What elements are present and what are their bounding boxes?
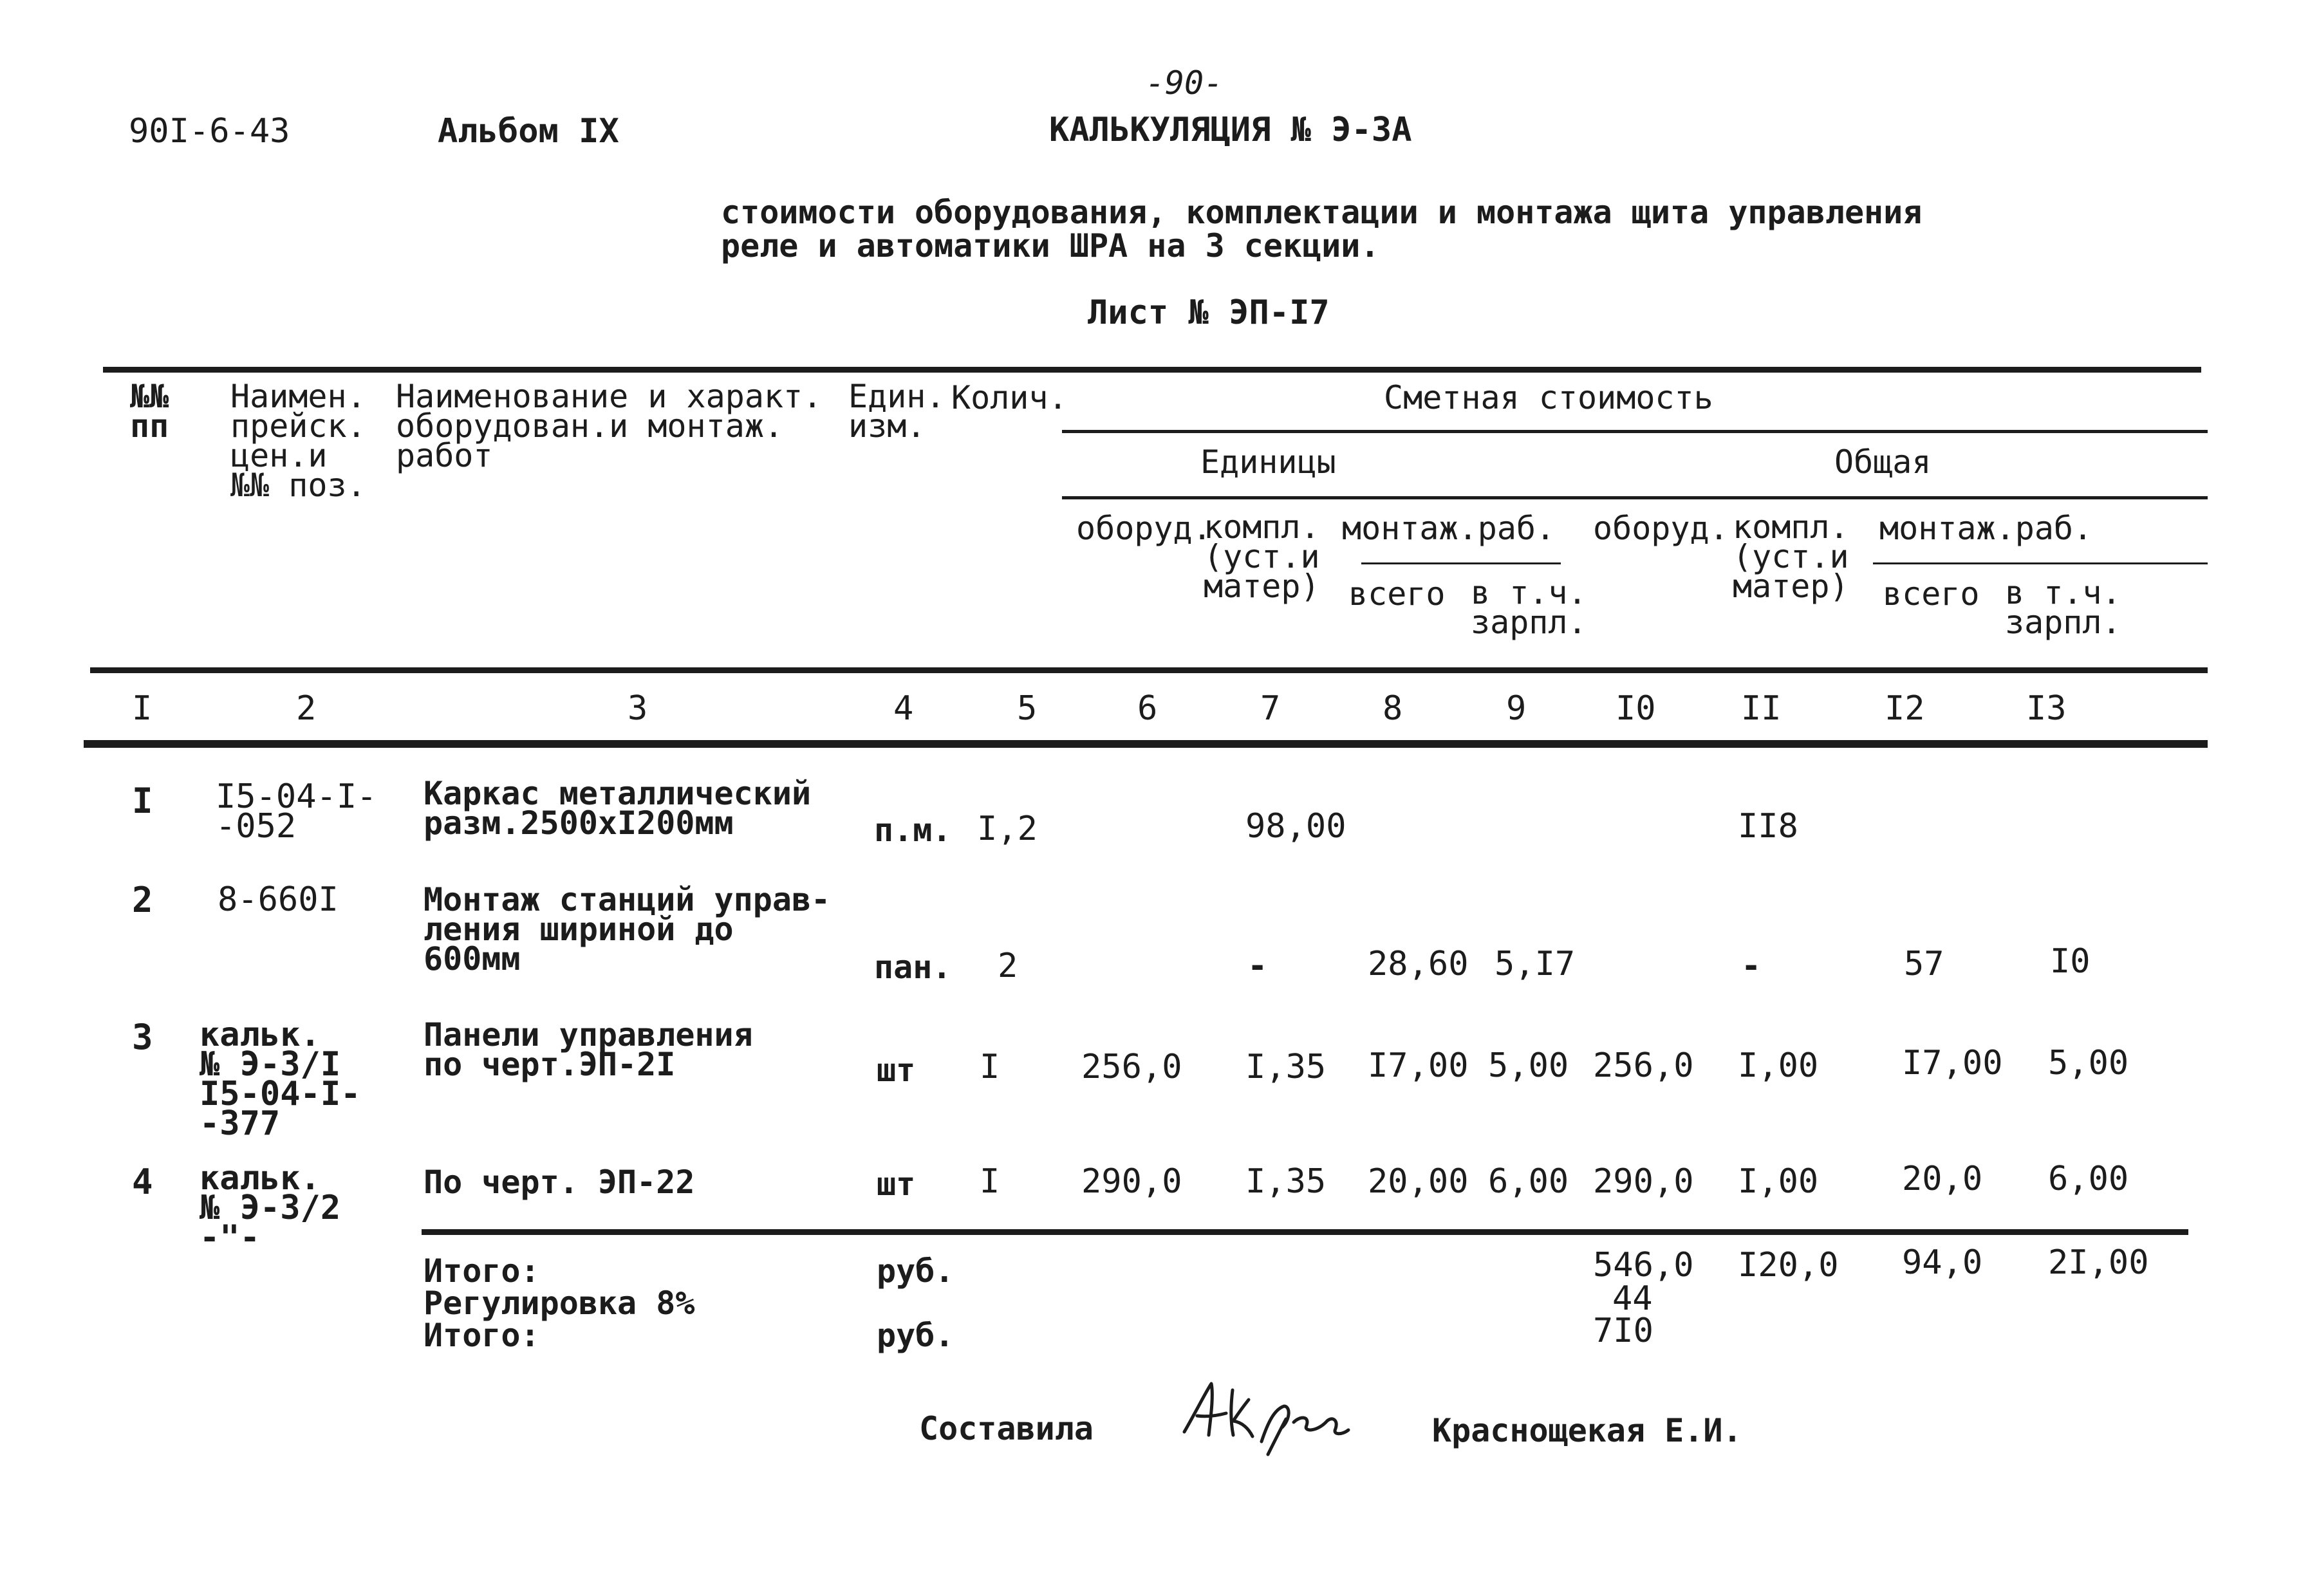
sub-equip-total: оборуд. [1593, 510, 1729, 547]
subtitle-line1: стоимости оборудования, комплектации и монтажа щита управления [721, 194, 1923, 231]
album-label: Альбом IX [438, 112, 619, 151]
sub-compl-total: компл. (уст.и матер) [1733, 508, 1849, 605]
row-c13: 5,00 [2048, 1044, 2129, 1082]
col-number: I [132, 689, 153, 728]
adjustment-c10: 44 [1612, 1279, 1653, 1318]
row-pricelist: 8-660I [218, 880, 339, 919]
row-c11: - [1741, 947, 1762, 985]
row-c12: 20,0 [1902, 1160, 1983, 1198]
row-c7: - [1247, 947, 1268, 985]
row-c12: I7,00 [1902, 1044, 2003, 1082]
row-c7: I,35 [1245, 1162, 1327, 1201]
row-unit: п.м. [874, 812, 952, 849]
sub-wage-unit: в т.ч. зарпл. [1471, 574, 1587, 641]
row-c8: 28,60 [1368, 945, 1469, 983]
total-c10: 546,0 [1593, 1246, 1694, 1285]
grand-total-unit: руб. [877, 1317, 955, 1354]
col-header-unit: Един. изм. [848, 378, 945, 445]
table-top-rule [103, 367, 2201, 373]
row-pricelist: I5-04-I- -052 [216, 777, 377, 846]
row-name: По черт. ЭП-22 [424, 1164, 695, 1201]
colnum-bottom-rule [84, 740, 2208, 748]
col-number: 7 [1260, 689, 1281, 728]
row-c9: 5,00 [1488, 1046, 1569, 1085]
total-label: Итого: [424, 1252, 540, 1290]
col-number: 5 [1017, 689, 1038, 728]
row-c9: 5,I7 [1495, 945, 1576, 983]
row-unit: шт [877, 1165, 916, 1203]
row-pricelist: кальк. № Э-3/2 -"- [200, 1159, 341, 1257]
totals-rule [422, 1229, 2188, 1235]
row-unit: шт [877, 1052, 916, 1089]
sub-mount-total: монтаж.раб. [1879, 510, 2093, 547]
col-number: 4 [893, 689, 914, 728]
unit-group-rule [1062, 496, 2208, 499]
row-c10: 256,0 [1593, 1046, 1694, 1085]
sheet-number: Лист № ЭП-I7 [1088, 293, 1330, 332]
col-number: 2 [296, 689, 317, 728]
col-number: II [1741, 689, 1782, 728]
row-pricelist: кальк. № Э-3/I I5-04-I- -377 [200, 1016, 361, 1143]
col-header-qty: Колич. [951, 379, 1068, 416]
estimate-rule [1062, 430, 2208, 433]
col-number: 6 [1137, 689, 1158, 728]
sub-equip-unit: оборуд. [1076, 510, 1212, 547]
row-c7: 98,00 [1245, 807, 1346, 846]
col-header-pricelist: Наимен. прейск. цен.и №№ поз. [230, 378, 366, 504]
row-c7: I,35 [1245, 1048, 1327, 1086]
mount-rule-unit [1361, 562, 1561, 564]
row-num: I [132, 781, 153, 821]
calc-title: КАЛЬКУЛЯЦИЯ № Э-3А [1049, 111, 1412, 149]
group-estimated-cost: Сметная стоимость [1384, 379, 1713, 416]
total-c12: 94,0 [1902, 1243, 1983, 1282]
row-qty: 2 [998, 947, 1018, 985]
row-name: Каркас металлический разм.2500хI200мм [424, 775, 812, 842]
row-c11: I,00 [1738, 1162, 1819, 1201]
row-c6: 256,0 [1081, 1048, 1182, 1086]
group-unit: Единицы [1200, 443, 1336, 481]
row-c12: 57 [1904, 945, 1944, 983]
sub-all-total: всего [1883, 575, 1980, 613]
row-num: 2 [132, 880, 153, 920]
col-number: 3 [628, 689, 648, 728]
col-header-name: Наименование и характ. оборудован.и монтаж. работ [396, 378, 823, 474]
row-c10: 290,0 [1593, 1162, 1694, 1201]
row-c11: I,00 [1738, 1046, 1819, 1085]
col-number: 9 [1506, 689, 1527, 728]
row-c6: 290,0 [1081, 1162, 1182, 1201]
row-c11: II8 [1738, 807, 1798, 846]
col-header-num: №№ пп [130, 378, 169, 445]
row-c13: I0 [2050, 942, 2091, 981]
col-number: 8 [1383, 689, 1403, 728]
row-c9: 6,00 [1488, 1162, 1569, 1201]
sub-wage-total: в т.ч. зарпл. [2005, 574, 2121, 641]
col-number: I0 [1616, 689, 1656, 728]
sub-compl-unit: компл. (уст.и матер) [1204, 508, 1320, 605]
total-c13: 2I,00 [2048, 1243, 2149, 1282]
header-bottom-rule [90, 667, 2208, 673]
row-c8: 20,00 [1368, 1162, 1469, 1201]
total-unit: руб. [877, 1252, 955, 1290]
col-number: I3 [2026, 689, 2067, 728]
row-name: Панели управления по черт.ЭП-2I [424, 1016, 753, 1083]
total-c11: I20,0 [1738, 1246, 1839, 1285]
row-num: 4 [132, 1162, 153, 1202]
row-qty: I,2 [977, 810, 1038, 848]
group-total: Общая [1834, 443, 1932, 481]
sub-mount-unit: монтаж.раб. [1342, 510, 1556, 547]
sub-all-unit: всего [1348, 575, 1446, 613]
compiled-by-label: Составила [919, 1410, 1094, 1447]
row-qty: I [980, 1048, 1000, 1086]
adjustment-label: Регулировка 8% [424, 1285, 695, 1322]
page-number: -90- [1145, 64, 1224, 102]
row-unit: пан. [874, 949, 952, 986]
row-c13: 6,00 [2048, 1160, 2129, 1198]
grand-total-c10: 7I0 [1593, 1312, 1653, 1350]
grand-total-label: Итого: [424, 1317, 540, 1354]
mount-rule-total [1873, 562, 2208, 564]
row-c8: I7,00 [1368, 1046, 1469, 1085]
row-num: 3 [132, 1017, 153, 1057]
compiler-name: Краснощекая Е.И. [1432, 1412, 1742, 1449]
col-number: I2 [1885, 689, 1925, 728]
subtitle-line2: реле и автоматики ШРА на 3 секции. [721, 227, 1380, 264]
row-name: Монтаж станций управ- ления шириной до 600мм [424, 881, 831, 978]
doc-code: 90I-6-43 [129, 112, 290, 151]
row-qty: I [980, 1162, 1000, 1201]
signature [1171, 1371, 1358, 1461]
